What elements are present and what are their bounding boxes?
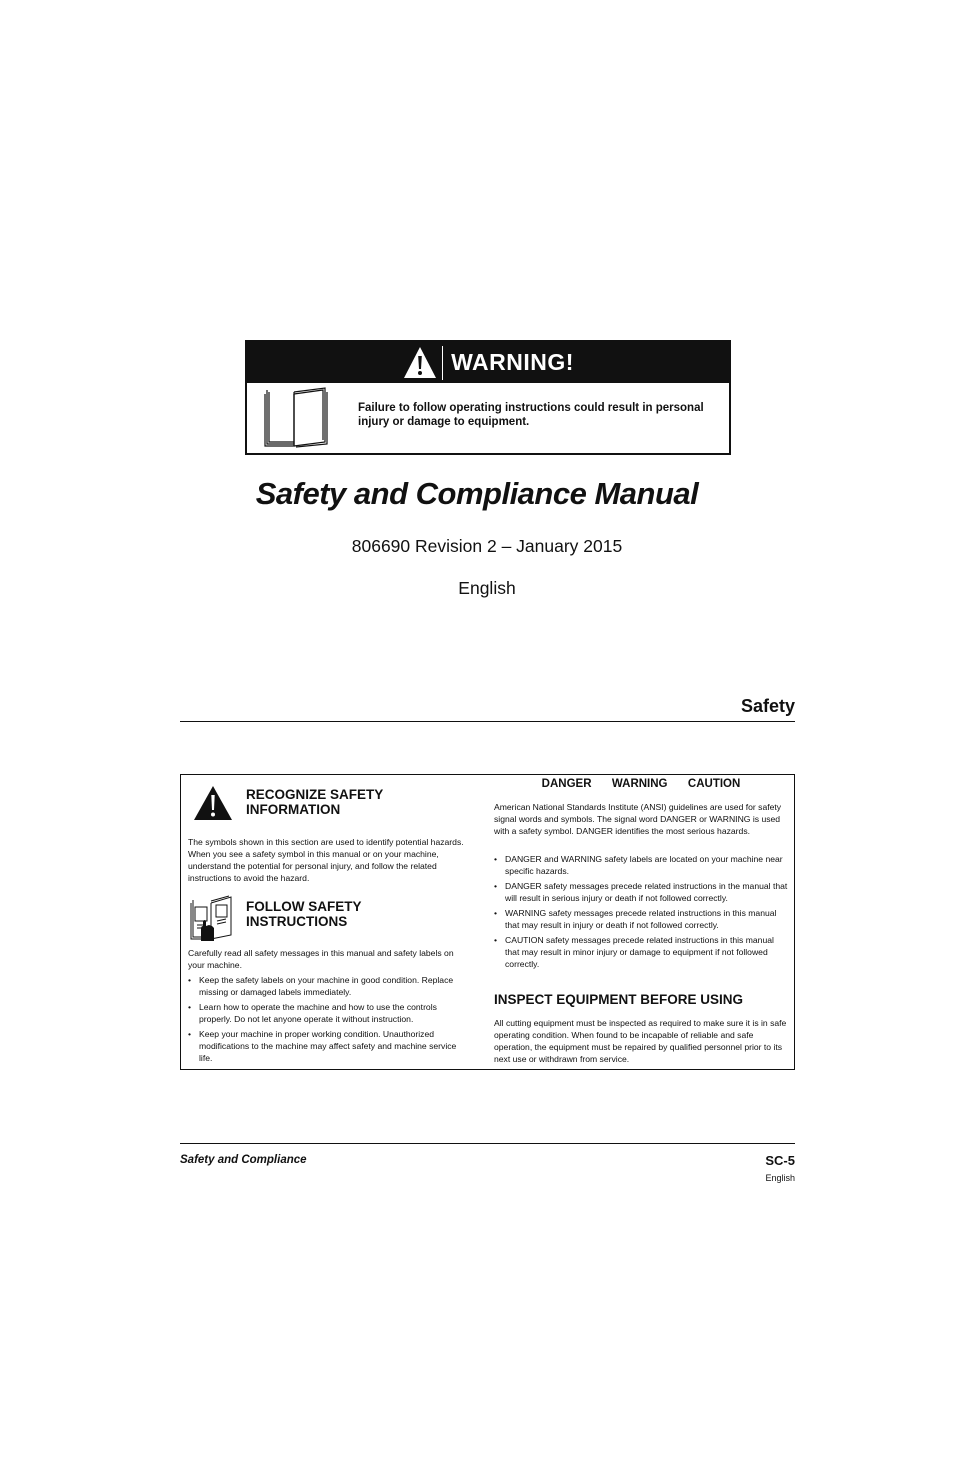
inspect-text: All cutting equipment must be inspected as required to make sure it is in safe operating condition. When found to be incapable of reliable and safe operation, the equipment must be repaired by qualified personnel prior to its next use or withdrawn from service. — [494, 1018, 787, 1064]
list-item: • Keep your machine in proper working condition. Unauthorized modifications to the machine may affect safety and machine service life. — [188, 1028, 463, 1064]
section-title: Safety — [740, 696, 795, 716]
footer-title: Safety and Compliance — [180, 1154, 307, 1166]
warning-box — [245, 340, 731, 455]
list-item: • DANGER safety messages precede related instructions in the manual that will result in serious injury or death if not followed correctly. — [494, 880, 788, 904]
read-manual-icon — [189, 895, 234, 941]
list-item: • Keep the safety labels on your machine in good condition. Replace missing or damaged labels immediately. — [188, 974, 463, 998]
warning-triangle-icon — [193, 785, 233, 821]
signal-word-danger: DANGER — [541, 778, 592, 790]
list-item: • DANGER and WARNING safety labels are located on your machine near specific hazards. — [494, 853, 788, 877]
footer-language: English — [765, 1173, 795, 1183]
signal-bullet-list — [494, 853, 788, 973]
ansi-text: American National Standards Institute (ANSI) guidelines are used for safety signal words and symbols. The signal word DANGER or WARNING is used with a safety symbol. DANGER identifies the most serious hazards. — [494, 802, 782, 836]
header-separator — [442, 346, 443, 380]
signal-words — [494, 778, 788, 790]
warning-message: Failure to follow operating instructions could result in personal injury or damage to equipment. — [358, 402, 704, 428]
manual-title: Safety and Compliance Manual — [255, 476, 699, 511]
warning-header — [247, 342, 729, 383]
list-item: • CAUTION safety messages precede related instructions in this manual that may result in minor injury or damage to equipment if not followed correctly. — [494, 934, 788, 970]
list-item: • WARNING safety messages precede related instructions in this manual that may result in injury or death if not followed correctly. — [494, 907, 788, 931]
follow-bullet-list — [188, 974, 463, 1067]
follow-heading: FOLLOW SAFETY INSTRUCTIONS — [246, 899, 362, 929]
list-item: • Learn how to operate the machine and how to use the controls properly. Do not let anyone operate it without instruction. — [188, 1001, 463, 1025]
recognize-text: The symbols shown in this section are used to identify potential hazards. When you see a safety symbol in this manual or on your machine, understand the potential for personal injury, and follow the related instructions to avoid the hazard. — [188, 837, 464, 883]
recognize-heading: RECOGNIZE SAFETY INFORMATION — [246, 787, 384, 817]
warning-title: WARNING! — [451, 349, 574, 375]
language-line: English — [458, 578, 516, 598]
signal-word-caution: CAUTION — [687, 778, 741, 790]
page-number: SC-5 — [765, 1153, 795, 1168]
section-divider — [180, 721, 795, 722]
warning-triangle-icon — [402, 345, 438, 381]
footer-divider — [180, 1143, 795, 1144]
book-icon — [259, 386, 333, 448]
revision-line: 806690 Revision 2 – January 2015 — [351, 536, 623, 556]
safety-info-box — [180, 774, 795, 1070]
inspect-heading: INSPECT EQUIPMENT BEFORE USING — [494, 992, 744, 1007]
follow-text: Carefully read all safety messages in this manual and safety labels on your machine. — [188, 948, 454, 970]
signal-word-warning: WARNING — [611, 778, 668, 790]
